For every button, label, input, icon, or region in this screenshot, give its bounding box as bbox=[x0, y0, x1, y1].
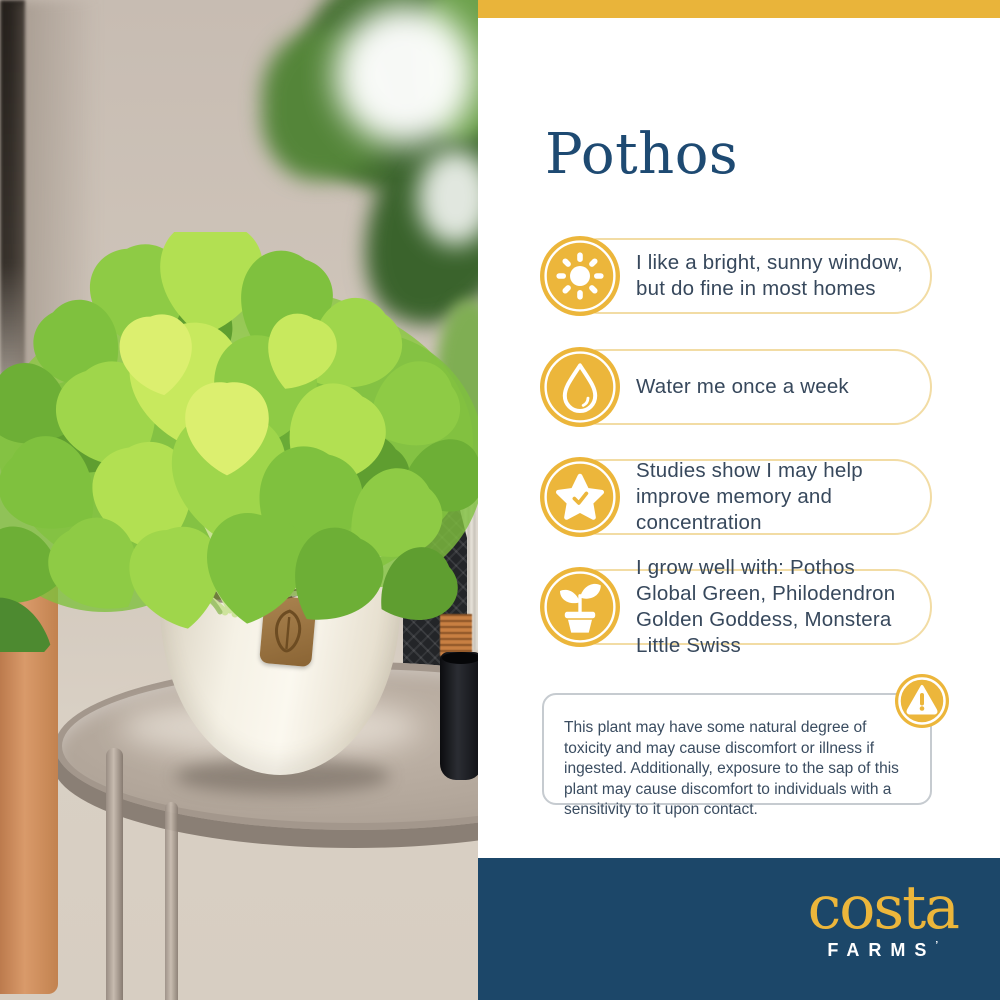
care-text: Water me once a week bbox=[636, 375, 849, 398]
care-text: I like a bright, sunny window, but do fine in most homes bbox=[636, 251, 903, 300]
care-row-light bbox=[540, 236, 932, 316]
brand-trademark: ’ bbox=[935, 940, 939, 951]
star-check-icon bbox=[540, 457, 620, 537]
page-title: Pothos bbox=[545, 122, 739, 187]
care-row-companions bbox=[540, 556, 932, 657]
care-text: Studies show I may help improve memory and concentration bbox=[636, 459, 863, 534]
brand-wordmark: costa bbox=[807, 873, 958, 943]
care-info-panel bbox=[478, 18, 1000, 858]
care-row-water bbox=[540, 347, 932, 427]
brand-subtext bbox=[808, 940, 958, 961]
water-drop-icon bbox=[540, 347, 620, 427]
pothos-plant bbox=[0, 232, 478, 652]
tray-table-leg bbox=[165, 802, 178, 1000]
brand-sub-label: FARMS bbox=[827, 940, 936, 960]
accent-top-bar bbox=[478, 0, 1000, 18]
warning-text: This plant may have some natural degree of toxicity and may cause discomfort or illness if ingested. Additionally, exposure to the sap of this plant may cause discomfort to individuals with a sensitivity to it upon contact. bbox=[564, 719, 899, 818]
brand-logo bbox=[807, 873, 958, 961]
sun-icon bbox=[540, 236, 620, 316]
black-cup bbox=[440, 652, 478, 780]
plant-photo bbox=[0, 0, 478, 1000]
warning-triangle-icon bbox=[895, 674, 949, 728]
care-text: I grow well with: Pothos Global Green, Philodendron Golden Goddess, Monstera Little Swiss bbox=[636, 556, 896, 657]
sunlight-spot bbox=[335, 5, 475, 145]
tray-table-leg bbox=[106, 748, 123, 1000]
care-row-benefit bbox=[540, 457, 932, 537]
toxicity-warning-card bbox=[542, 693, 932, 818]
potted-plant-icon bbox=[540, 567, 620, 647]
brand-footer bbox=[478, 858, 1000, 1000]
